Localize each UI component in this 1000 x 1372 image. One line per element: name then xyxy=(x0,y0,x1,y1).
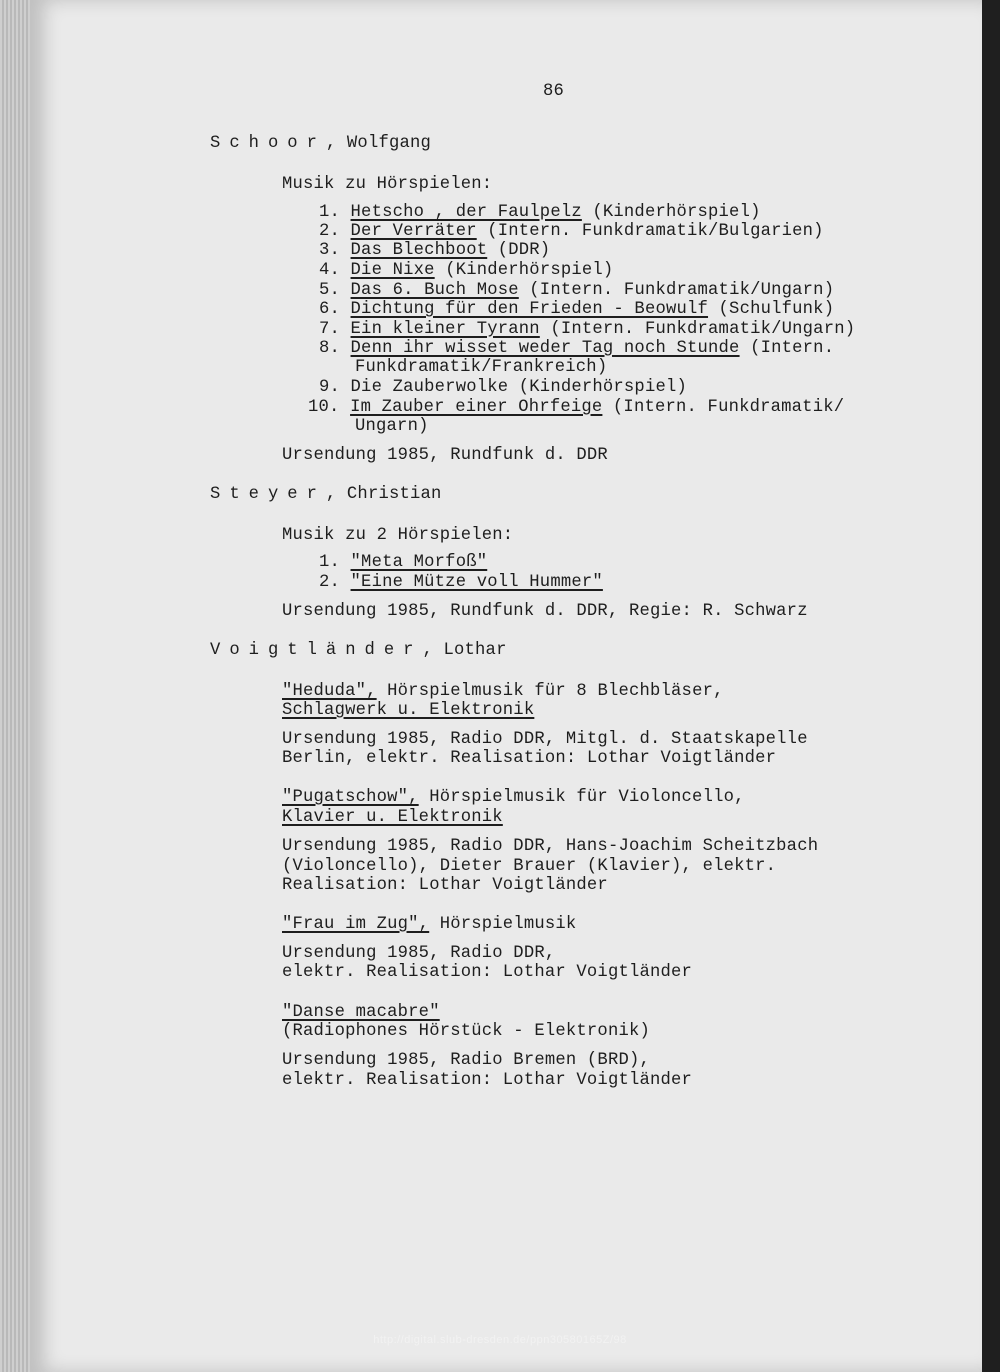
broadcast-info: Ursendung 1985, Radio DDR, xyxy=(282,944,556,963)
list-item: 4. Die Nixe (Kinderhörspiel) xyxy=(319,261,614,280)
page-number: 86 xyxy=(543,82,565,101)
list-item: 5. Das 6. Buch Mose (Intern. Funkdramatik/Ungarn) xyxy=(319,281,835,300)
list-item: 2. "Eine Mütze voll Hummer" xyxy=(319,573,603,592)
list-item: 1. Hetscho , der Faulpelz (Kinderhörspiel) xyxy=(319,203,761,222)
work-description: (Radiophones Hörstück - Elektronik) xyxy=(282,1022,650,1041)
broadcast-info: Realisation: Lothar Voigtländer xyxy=(282,876,608,895)
page-stack-edge xyxy=(0,0,30,1372)
broadcast-info: Ursendung 1985, Radio DDR, Hans-Joachim Scheitzbach xyxy=(282,837,819,856)
list-item: 1. "Meta Morfoß" xyxy=(319,553,488,572)
section-intro: Musik zu 2 Hörspielen: xyxy=(282,526,514,545)
broadcast-info: Ursendung 1985, Rundfunk d. DDR xyxy=(282,446,608,465)
list-item: 8. Denn ihr wisset weder Tag noch Stunde (Intern. xyxy=(319,339,835,358)
section-intro: Musik zu Hörspielen: xyxy=(282,175,493,194)
composer-heading: Voigtländer, Lothar xyxy=(210,641,507,660)
scan-border xyxy=(982,0,1000,1372)
list-item: 10. Im Zauber einer Ohrfeige (Intern. Funkdramatik/ xyxy=(308,398,845,417)
work-description: Klavier u. Elektronik xyxy=(282,808,503,827)
broadcast-info: elektr. Realisation: Lothar Voigtländer xyxy=(282,1071,693,1090)
broadcast-info: Berlin, elektr. Realisation: Lothar Voigtländer xyxy=(282,749,777,768)
list-item: 3. Das Blechboot (DDR) xyxy=(319,241,551,260)
work-title: "Pugatschow", Hörspielmusik für Violoncello, xyxy=(282,788,745,807)
list-item: 7. Ein kleiner Tyrann (Intern. Funkdramatik/Ungarn) xyxy=(319,320,856,339)
list-item: 2. Der Verräter (Intern. Funkdramatik/Bulgarien) xyxy=(319,222,824,241)
source-url: http://digital.slub-dresden.de/ppn30580165Z/98 xyxy=(373,1334,627,1346)
list-item: 6. Dichtung für den Frieden - Beowulf (Schulfunk) xyxy=(319,300,835,319)
composer-heading: Steyer, Christian xyxy=(210,485,442,504)
broadcast-info: Ursendung 1985, Rundfunk d. DDR, Regie: R. Schwarz xyxy=(282,602,808,621)
list-item: 9. Die Zauberwolke (Kinderhörspiel) xyxy=(319,378,688,397)
list-item-continuation: Funkdramatik/Frankreich) xyxy=(355,358,608,377)
work-title: "Heduda", Hörspielmusik für 8 Blechbläser, xyxy=(282,682,724,701)
work-title: "Frau im Zug", Hörspielmusik xyxy=(282,915,577,934)
composer-heading: Schoor, Wolfgang xyxy=(210,134,432,153)
broadcast-info: elektr. Realisation: Lothar Voigtländer xyxy=(282,963,693,982)
broadcast-info: Ursendung 1985, Radio Bremen (BRD), xyxy=(282,1051,650,1070)
work-description: Schlagwerk u. Elektronik xyxy=(282,701,535,720)
list-item-continuation: Ungarn) xyxy=(355,417,429,436)
work-title: "Danse macabre" xyxy=(282,1003,440,1022)
broadcast-info: (Violoncello), Dieter Brauer (Klavier), elektr. xyxy=(282,857,777,876)
broadcast-info: Ursendung 1985, Radio DDR, Mitgl. d. Staatskapelle xyxy=(282,730,808,749)
